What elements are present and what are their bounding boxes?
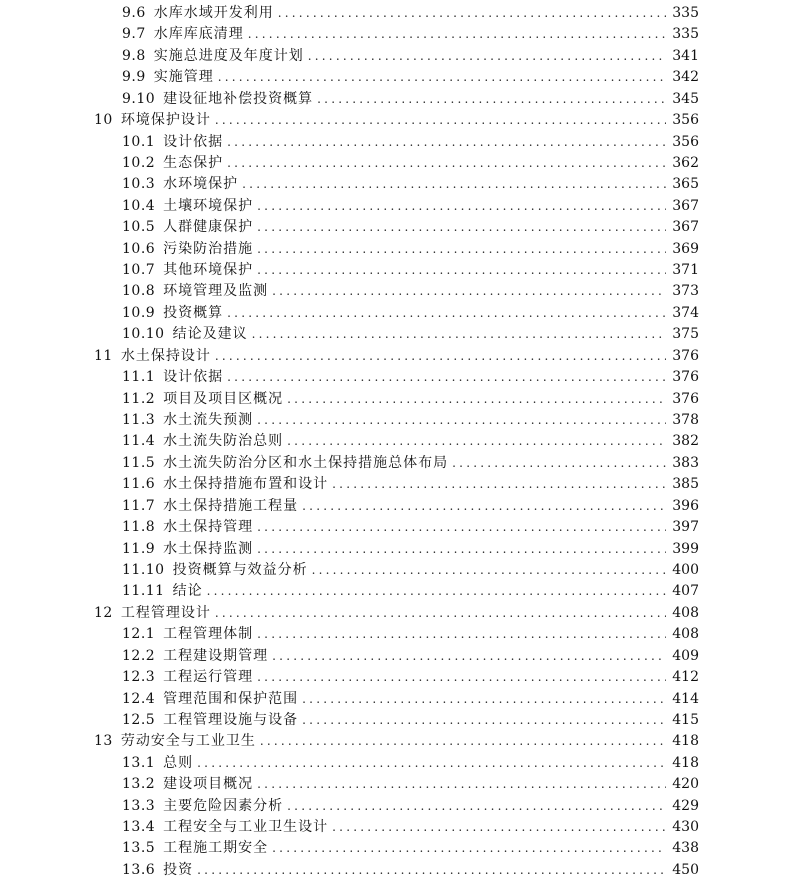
entry-number: 10	[94, 112, 113, 129]
entry-number: 11.6	[122, 476, 156, 493]
entry-page-number: 409	[672, 647, 699, 664]
entry-title: 环境保护设计	[120, 112, 211, 129]
dot-leader	[260, 731, 666, 752]
entry-title: 水土保持监测	[163, 540, 254, 557]
entry-number: 10.6	[122, 240, 156, 257]
entry-title: 设计依据	[163, 133, 224, 150]
entry-page-number: 335	[672, 5, 699, 21]
entry-page-number: 375	[672, 326, 699, 343]
entry-number: 9.10	[122, 90, 156, 107]
entry-page-number: 374	[672, 304, 699, 321]
entry-page-number: 418	[672, 754, 699, 771]
entry-title: 工程管理体制	[163, 626, 254, 643]
entry-page-number: 397	[672, 519, 699, 536]
dot-leader	[302, 710, 666, 731]
entry-number: 12.4	[122, 690, 156, 707]
entry-title: 工程施工期安全	[163, 840, 269, 857]
entry-number: 9.8	[122, 47, 146, 64]
entry-title: 污染防治措施	[163, 240, 254, 257]
toc-section-entry[interactable]	[0, 174, 791, 195]
dot-leader	[308, 46, 667, 67]
toc-section-entry[interactable]	[0, 860, 791, 881]
entry-title: 水土流失防治总则	[163, 433, 284, 450]
entry-page-number: 371	[672, 262, 699, 279]
entry-page-number: 367	[672, 219, 699, 236]
dot-leader	[197, 753, 666, 774]
entry-number: 11.7	[122, 497, 156, 514]
entry-page-number: 408	[672, 626, 699, 643]
dot-leader	[248, 24, 667, 45]
dot-leader	[197, 860, 666, 881]
entry-title: 工程安全与工业卫生设计	[163, 819, 329, 836]
toc-section-entry[interactable]	[0, 560, 791, 581]
entry-title: 实施总进度及年度计划	[153, 47, 304, 64]
toc-section-entry[interactable]	[0, 817, 791, 838]
entry-page-number: 430	[672, 819, 699, 836]
dot-leader	[257, 239, 666, 260]
entry-page-number: 356	[672, 112, 699, 129]
dot-leader	[257, 410, 666, 431]
toc-section-entry[interactable]	[0, 89, 791, 110]
toc-section-entry[interactable]	[0, 239, 791, 260]
entry-number: 13.3	[122, 797, 156, 814]
entry-title: 生态保护	[163, 154, 224, 171]
toc-section-entry[interactable]	[0, 67, 791, 88]
entry-title: 管理范围和保护范围	[163, 690, 299, 707]
entry-number: 11.5	[122, 454, 156, 471]
entry-page-number: 383	[672, 454, 699, 471]
toc-section-entry[interactable]	[0, 24, 791, 45]
toc-section-entry[interactable]	[0, 581, 791, 602]
toc-section-entry[interactable]	[0, 410, 791, 431]
entry-title: 建设项目概况	[163, 776, 254, 793]
entry-number: 12.2	[122, 647, 156, 664]
entry-page-number: 385	[672, 476, 699, 493]
entry-page-number: 341	[672, 47, 699, 64]
entry-number: 10.2	[122, 154, 156, 171]
toc-section-entry[interactable]	[0, 153, 791, 174]
entry-number: 11.3	[122, 412, 156, 429]
entry-number: 13.2	[122, 776, 156, 793]
entry-title: 水库水域开发利用	[153, 5, 274, 21]
dot-leader	[218, 67, 667, 88]
toc-chapter-entry[interactable]	[0, 346, 791, 367]
toc-section-entry[interactable]	[0, 196, 791, 217]
entry-number: 13.1	[122, 754, 156, 771]
entry-number: 12.3	[122, 669, 156, 686]
entry-page-number: 408	[672, 604, 699, 621]
entry-page-number: 418	[672, 733, 699, 750]
entry-title: 主要危险因素分析	[163, 797, 284, 814]
entry-page-number: 420	[672, 776, 699, 793]
entry-title: 项目及项目区概况	[163, 390, 284, 407]
entry-title: 结论及建议	[172, 326, 248, 343]
toc-chapter-entry[interactable]	[0, 603, 791, 624]
entry-page-number: 335	[672, 26, 699, 43]
entry-title: 水土保持设计	[120, 347, 211, 364]
table-of-contents	[0, 3, 791, 881]
entry-number: 11.11	[122, 583, 165, 600]
entry-number: 13.5	[122, 840, 156, 857]
entry-page-number: 450	[672, 861, 699, 878]
toc-section-entry[interactable]	[0, 517, 791, 538]
dot-leader	[257, 667, 666, 688]
entry-title: 投资概算	[163, 304, 224, 321]
toc-chapter-entry[interactable]	[0, 731, 791, 752]
toc-section-entry[interactable]	[0, 367, 791, 388]
entry-page-number: 342	[672, 69, 699, 86]
entry-page-number: 376	[672, 390, 699, 407]
entry-title: 工程建设期管理	[163, 647, 269, 664]
entry-page-number: 399	[672, 540, 699, 557]
toc-section-entry[interactable]	[0, 3, 791, 24]
entry-title: 水土保持措施工程量	[163, 497, 299, 514]
dot-leader	[215, 346, 666, 367]
entry-title: 工程运行管理	[163, 669, 254, 686]
entry-page-number: 369	[672, 240, 699, 257]
entry-page-number: 415	[672, 711, 699, 728]
entry-page-number: 400	[672, 561, 699, 578]
entry-number: 11.10	[122, 561, 165, 578]
entry-page-number: 407	[672, 583, 699, 600]
entry-page-number: 382	[672, 433, 699, 450]
dot-leader	[272, 838, 666, 859]
toc-chapter-entry[interactable]	[0, 110, 791, 131]
toc-section-entry[interactable]	[0, 389, 791, 410]
entry-number: 13	[94, 733, 113, 750]
entry-number: 12	[94, 604, 113, 621]
dot-leader	[452, 453, 666, 474]
toc-section-entry[interactable]	[0, 624, 791, 645]
toc-section-entry[interactable]	[0, 838, 791, 859]
dot-leader	[257, 196, 666, 217]
dot-leader	[257, 217, 666, 238]
entry-title: 总则	[163, 754, 194, 771]
dot-leader	[207, 581, 667, 602]
toc-section-entry[interactable]	[0, 667, 791, 688]
entry-page-number: 376	[672, 369, 699, 386]
entry-title: 人群健康保护	[163, 219, 254, 236]
toc-section-entry[interactable]	[0, 710, 791, 731]
entry-page-number: 356	[672, 133, 699, 150]
dot-leader	[302, 496, 666, 517]
toc-section-entry[interactable]	[0, 324, 791, 345]
entry-title: 投资	[163, 861, 194, 878]
entry-number: 11.4	[122, 433, 156, 450]
dot-leader	[227, 132, 666, 153]
dot-leader	[332, 474, 666, 495]
entry-title: 工程管理设施与设备	[163, 711, 299, 728]
toc-section-entry[interactable]	[0, 796, 791, 817]
entry-title: 环境管理及监测	[163, 283, 269, 300]
dot-leader	[252, 324, 667, 345]
entry-title: 水土流失预测	[163, 412, 254, 429]
entry-number: 9.6	[122, 5, 146, 21]
entry-title: 工程管理设计	[120, 604, 211, 621]
toc-section-entry[interactable]	[0, 46, 791, 67]
entry-number: 10.4	[122, 197, 156, 214]
entry-title: 建设征地补偿投资概算	[163, 90, 314, 107]
toc-section-entry[interactable]	[0, 303, 791, 324]
entry-page-number: 365	[672, 176, 699, 193]
dot-leader	[215, 110, 666, 131]
entry-number: 12.5	[122, 711, 156, 728]
entry-page-number: 367	[672, 197, 699, 214]
dot-leader	[242, 174, 666, 195]
dot-leader	[278, 3, 667, 24]
dot-leader	[257, 624, 666, 645]
toc-section-entry[interactable]	[0, 132, 791, 153]
dot-leader	[257, 260, 666, 281]
toc-section-entry[interactable]	[0, 539, 791, 560]
entry-page-number: 373	[672, 283, 699, 300]
entry-title: 设计依据	[163, 369, 224, 386]
entry-title: 实施管理	[153, 69, 214, 86]
toc-section-entry[interactable]	[0, 646, 791, 667]
entry-number: 9.7	[122, 26, 146, 43]
toc-section-entry[interactable]	[0, 474, 791, 495]
entry-number: 11.1	[122, 369, 156, 386]
entry-title: 结论	[172, 583, 203, 600]
entry-title: 水环境保护	[163, 176, 239, 193]
entry-title: 水土保持措施布置和设计	[163, 476, 329, 493]
dot-leader	[287, 796, 666, 817]
entry-page-number: 396	[672, 497, 699, 514]
entry-page-number: 438	[672, 840, 699, 857]
dot-leader	[227, 153, 666, 174]
toc-section-entry[interactable]	[0, 431, 791, 452]
toc-section-entry[interactable]	[0, 453, 791, 474]
dot-leader	[272, 646, 666, 667]
dot-leader	[287, 431, 666, 452]
entry-title: 劳动安全与工业卫生	[120, 733, 256, 750]
entry-title: 水土保持管理	[163, 519, 254, 536]
entry-number: 13.4	[122, 819, 156, 836]
toc-section-entry[interactable]	[0, 260, 791, 281]
entry-title: 其他环境保护	[163, 262, 254, 279]
entry-number: 10.8	[122, 283, 156, 300]
entry-number: 13.6	[122, 861, 156, 878]
dot-leader	[227, 367, 666, 388]
entry-number: 10.10	[122, 326, 165, 343]
dot-leader	[257, 517, 666, 538]
entry-title: 土壤环境保护	[163, 197, 254, 214]
entry-number: 10.5	[122, 219, 156, 236]
dot-leader	[257, 539, 666, 560]
dot-leader	[312, 560, 667, 581]
dot-leader	[287, 389, 666, 410]
toc-section-entry[interactable]	[0, 689, 791, 710]
dot-leader	[317, 89, 666, 110]
entry-number: 10.7	[122, 262, 156, 279]
toc-section-entry[interactable]	[0, 753, 791, 774]
entry-number: 10.1	[122, 133, 156, 150]
dot-leader	[227, 303, 666, 324]
entry-page-number: 376	[672, 347, 699, 364]
entry-number: 11.2	[122, 390, 156, 407]
dot-leader	[272, 281, 666, 302]
entry-title: 水库库底清理	[153, 26, 244, 43]
dot-leader	[215, 603, 666, 624]
entry-number: 11.8	[122, 519, 156, 536]
toc-section-entry[interactable]	[0, 774, 791, 795]
entry-number: 10.9	[122, 304, 156, 321]
dot-leader	[302, 689, 666, 710]
toc-section-entry[interactable]	[0, 496, 791, 517]
toc-section-entry[interactable]	[0, 281, 791, 302]
entry-number: 11	[94, 347, 113, 364]
entry-page-number: 362	[672, 154, 699, 171]
entry-title: 投资概算与效益分析	[172, 561, 308, 578]
entry-title: 水土流失防治分区和水土保持措施总体布局	[163, 454, 449, 471]
entry-page-number: 429	[672, 797, 699, 814]
dot-leader	[332, 817, 666, 838]
entry-page-number: 412	[672, 669, 699, 686]
entry-page-number: 378	[672, 412, 699, 429]
toc-section-entry[interactable]	[0, 217, 791, 238]
dot-leader	[257, 774, 666, 795]
entry-number: 12.1	[122, 626, 156, 643]
entry-number: 9.9	[122, 69, 146, 86]
entry-number: 10.3	[122, 176, 156, 193]
entry-page-number: 345	[672, 90, 699, 107]
entry-number: 11.9	[122, 540, 156, 557]
entry-page-number: 414	[672, 690, 699, 707]
